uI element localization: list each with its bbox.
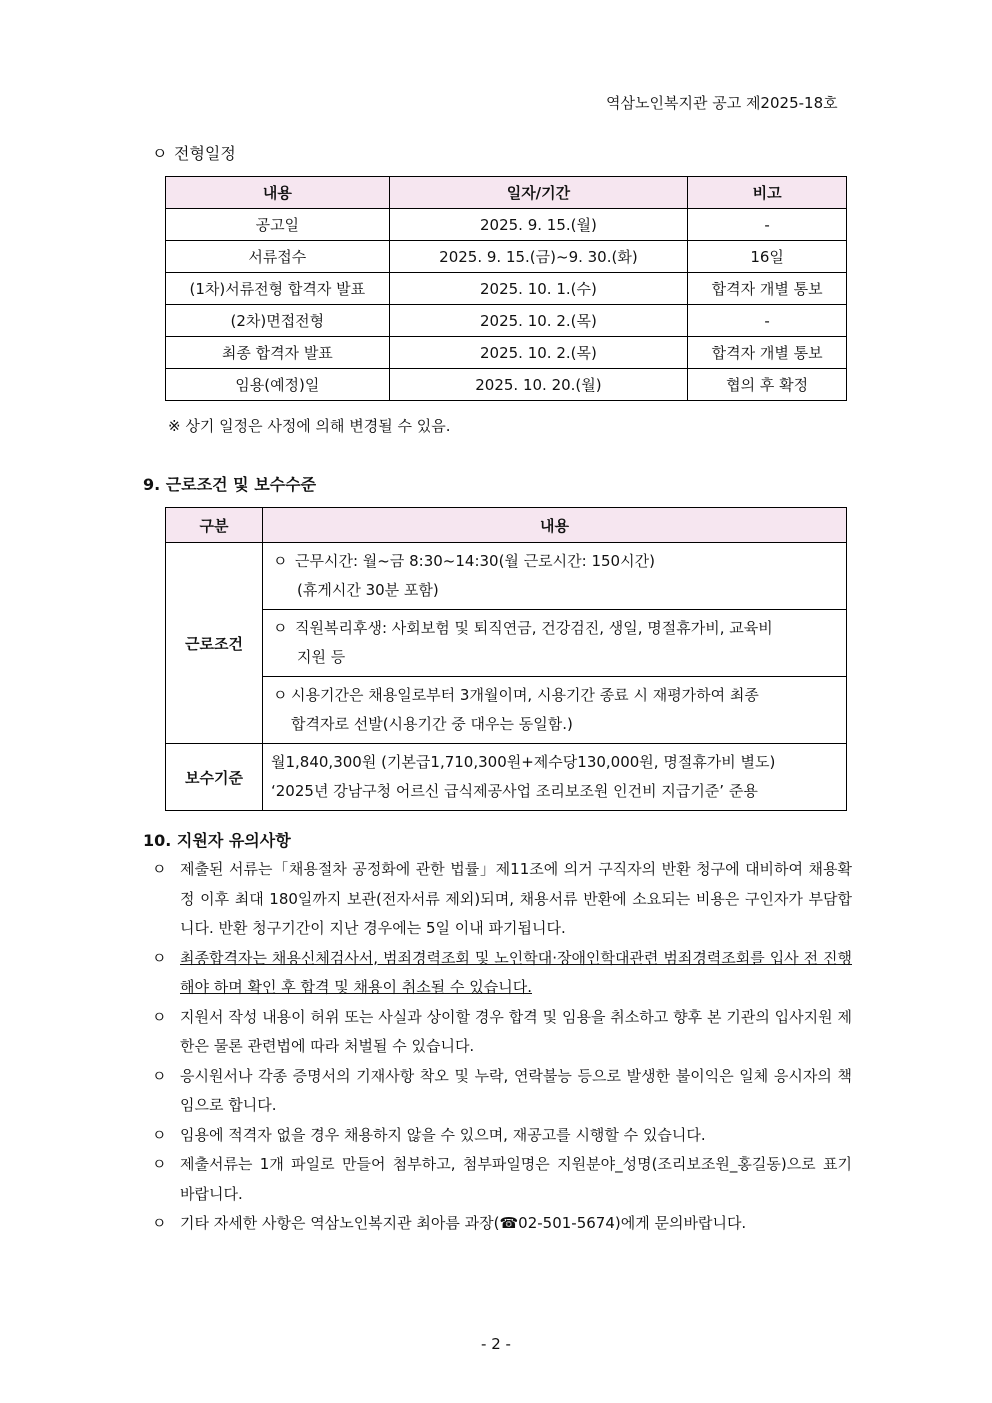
- table-cell: 최종 합격자 발표: [166, 337, 390, 369]
- table-row: [166, 305, 847, 337]
- table-cell: 합격자 개별 통보: [688, 337, 847, 369]
- list-item-text: 기타 자세한 사항은 역삼노인복지관 최아름 과장(☎02-501-5674)에게 문의바랍니다.: [180, 1214, 747, 1232]
- list-item: [152, 855, 852, 944]
- pay-line: ‘2025년 강남구청 어르신 급식제공사업 조리보조원 인건비 지급기준’ 준용: [271, 782, 758, 800]
- work-item-line: 근무시간: 월~금 8:30~14:30(월 근로시간: 150시간): [295, 552, 655, 570]
- table-cell: 서류접수: [166, 241, 390, 273]
- list-item-text: 지원서 작성 내용이 허위 또는 사실과 상이할 경우 합격 및 임용을 취소하고 향후 본 기관의 입사지원 제한은 물론 관련법에 따라 처벌될 수 있습니다.: [180, 1007, 852, 1055]
- table-header-row: [166, 508, 847, 543]
- table-cell: 2025. 10. 1.(수): [389, 273, 688, 305]
- table-cell: 임용(예정)일: [166, 369, 390, 401]
- table-header-row: [166, 177, 847, 209]
- section-10-heading: 10. 지원자 유의사항: [143, 831, 291, 850]
- bullet-icon: ㅇ: [152, 860, 167, 878]
- list-item: [152, 1209, 852, 1239]
- table-row: [166, 273, 847, 305]
- column-header: 내용: [166, 177, 390, 209]
- table-row: [166, 337, 847, 369]
- bullet-icon: ㅇ: [152, 948, 167, 967]
- list-item-text: 제출된 서류는「채용절차 공정화에 관한 법률」제11조에 의거 구직자의 반환 청구에 대비하여 채용확정 이후 최대 180일까지 보관(전자서류 제외)되며, 채용서류 반환에 소요되는 비용은 구인자가 부담합니다. 반환 청구기간이 지난 경우에는 5일 이내 파기됩니다.: [180, 860, 852, 937]
- schedule-title: 전형일정: [174, 144, 236, 163]
- work-item: [263, 677, 847, 744]
- column-header: 내용: [263, 508, 847, 543]
- schedule-table: [165, 176, 847, 401]
- notice-reference: 역삼노인복지관 공고 제2025-18호: [606, 94, 838, 112]
- table-row: [166, 677, 847, 744]
- column-header: 비고: [688, 177, 847, 209]
- bullet-icon: ㅇ: [152, 1007, 167, 1026]
- work-item-line: 시용기간은 채용일로부터 3개월이며, 시용기간 종료 시 재평가하여 최종: [291, 686, 759, 704]
- list-item-text: 최종합격자는 채용신체검사서, 범죄경력조회 및 노인학대·장애인학대관련 범죄경력조회를 입사 전 진행해야 하며 확인 후 합격 및 채용이 취소될 수 있습니다.: [180, 948, 852, 996]
- work-item: [263, 610, 847, 677]
- work-item-line: 합격자로 선발(시용기간 중 대우는 동일함.): [291, 715, 573, 733]
- table-cell: 2025. 10. 2.(목): [389, 305, 688, 337]
- table-cell: -: [688, 209, 847, 241]
- list-item: [152, 1121, 852, 1151]
- table-cell: 2025. 10. 20.(월): [389, 369, 688, 401]
- bullet-icon: ㅇ: [152, 144, 168, 163]
- bullet-icon: ㅇ: [273, 619, 288, 637]
- applicant-notes-list: [152, 855, 852, 1239]
- table-row: [166, 543, 847, 610]
- work-conditions-label: 근로조건: [166, 543, 263, 744]
- table-cell: 16일: [688, 241, 847, 273]
- bullet-icon: ㅇ: [152, 1125, 167, 1144]
- table-row: [166, 241, 847, 273]
- list-item: [152, 1003, 852, 1062]
- work-item-line: 지원 등: [297, 648, 346, 666]
- list-item-text: 응시원서나 각종 증명서의 기재사항 착오 및 누락, 연락불능 등으로 발생한 불이익은 일체 응시자의 책임으로 합니다.: [180, 1066, 852, 1114]
- table-cell: 협의 후 확정: [688, 369, 847, 401]
- table-cell: 합격자 개별 통보: [688, 273, 847, 305]
- bullet-icon: ㅇ: [152, 1214, 167, 1232]
- bullet-icon: ㅇ: [152, 1066, 167, 1085]
- column-header: 일자/기간: [389, 177, 688, 209]
- table-cell: 2025. 10. 2.(목): [389, 337, 688, 369]
- table-row: [166, 744, 847, 811]
- work-item-line: 직원복리후생: 사회보험 및 퇴직연금, 건강검진, 생일, 명절휴가비, 교육비: [295, 619, 773, 637]
- work-item-line: (휴게시간 30분 포함): [297, 581, 439, 599]
- schedule-note: ※ 상기 일정은 사정에 의해 변경될 수 있음.: [168, 417, 451, 435]
- section-9-heading: 9. 근로조건 및 보수수준: [143, 475, 317, 494]
- table-cell: 2025. 9. 15.(월): [389, 209, 688, 241]
- table-cell: 공고일: [166, 209, 390, 241]
- table-cell: 2025. 9. 15.(금)~9. 30.(화): [389, 241, 688, 273]
- schedule-label: [152, 141, 236, 164]
- list-item-text: 임용에 적격자 없을 경우 채용하지 않을 수 있으며, 재공고를 시행할 수 있습니다.: [180, 1125, 706, 1144]
- pay-line: 월1,840,300원 (기본급1,710,300원+제수당130,000원, 명절휴가비 별도): [271, 753, 776, 771]
- work-item: [263, 543, 847, 610]
- list-item: [152, 1150, 852, 1209]
- table-cell: -: [688, 305, 847, 337]
- list-item: [152, 1062, 852, 1121]
- pay-cell: [263, 744, 847, 811]
- table-row: [166, 209, 847, 241]
- list-item: [152, 944, 852, 1003]
- table-row: [166, 610, 847, 677]
- work-conditions-table: [165, 507, 847, 811]
- table-cell: (2차)면접전형: [166, 305, 390, 337]
- table-row: [166, 369, 847, 401]
- table-cell: (1차)서류전형 합격자 발표: [166, 273, 390, 305]
- page-number: - 2 -: [481, 1335, 511, 1353]
- bullet-icon: ㅇ: [273, 686, 288, 704]
- bullet-icon: ㅇ: [273, 552, 288, 570]
- bullet-icon: ㅇ: [152, 1155, 167, 1173]
- list-item-text: 제출서류는 1개 파일로 만들어 첨부하고, 첨부파일명은 지원분야_성명(조리보조원_홍길동)으로 표기 바랍니다.: [180, 1155, 852, 1203]
- column-header: 구분: [166, 508, 263, 543]
- pay-label: 보수기준: [166, 744, 263, 811]
